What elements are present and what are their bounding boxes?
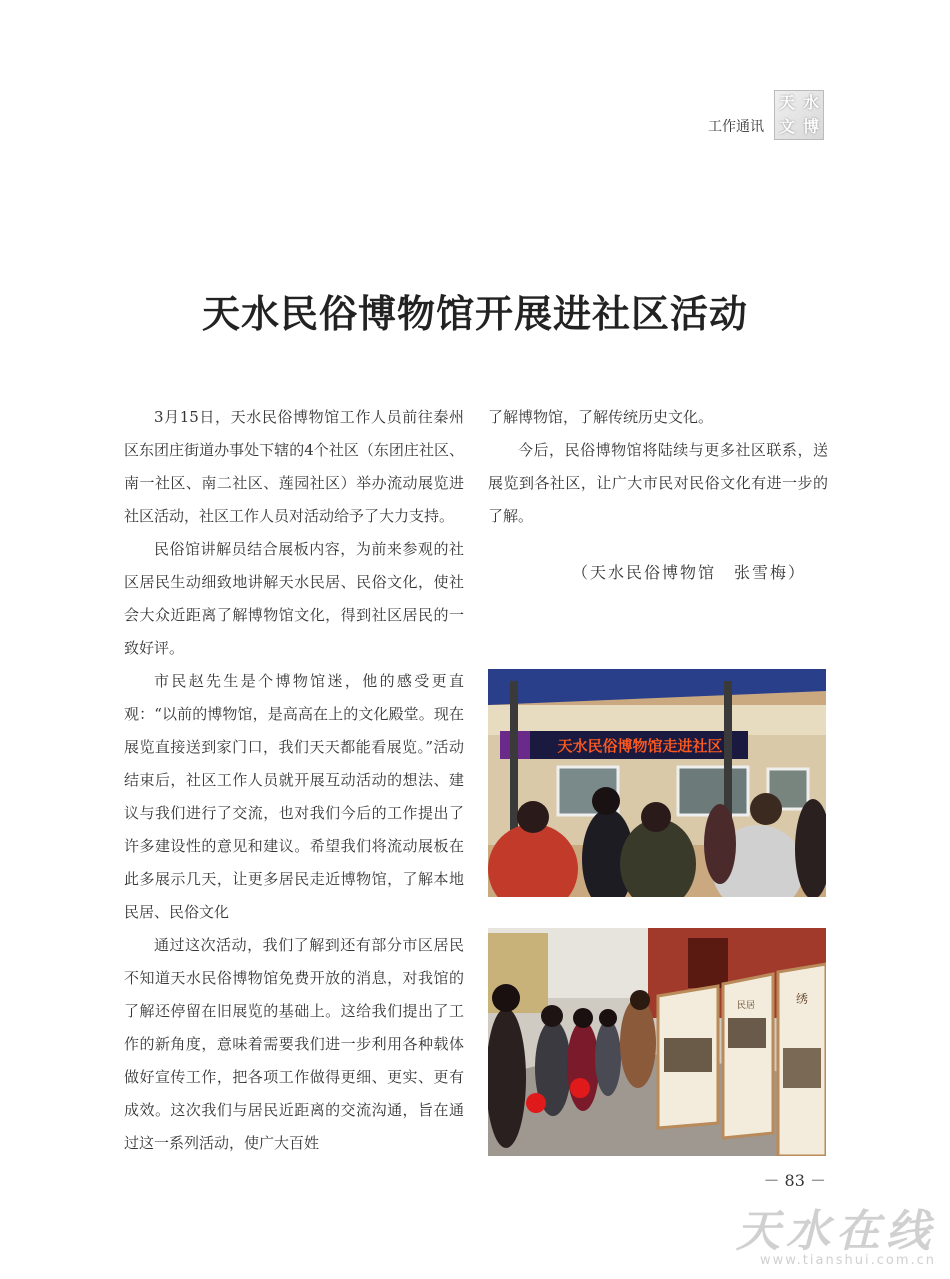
red-toy bbox=[570, 1078, 590, 1098]
site-watermark bbox=[736, 1195, 936, 1268]
logo-char: 文 bbox=[778, 117, 795, 136]
paragraph: 通过这次活动，我们了解到还有部分市区居民不知道天水民俗博物馆免费开放的消息，对我馆的了解还停留在旧展览的基础上。这给我们提出了工作的新角度，意味着需要我们进一步利用各种载体做好宣传工作，把各项工作做得更细、更实、更有成效。这次我们与居民近距离的交流沟通，旨在通过这一系列活动，使广大百姓 bbox=[124, 936, 464, 1152]
paragraph-continuation: 了解博物馆，了解传统历史文化。 bbox=[488, 408, 714, 426]
page-header bbox=[708, 90, 824, 140]
watermark-url: www.tianshui.com.cn bbox=[759, 1253, 936, 1268]
board-title: 绣 bbox=[795, 992, 809, 1006]
article-right-column bbox=[488, 401, 828, 533]
board-title: 民居 bbox=[736, 1001, 756, 1011]
logo-char: 天 bbox=[778, 93, 795, 112]
red-toy bbox=[526, 1093, 546, 1113]
section-label: 工作通讯 bbox=[708, 119, 764, 135]
photo-residents-viewing-boards bbox=[488, 928, 826, 1156]
tianshui-wenbo-logo bbox=[774, 90, 824, 140]
page-number: － 83 － bbox=[763, 1171, 826, 1190]
exhibition-board bbox=[723, 974, 773, 1138]
logo-char: 博 bbox=[802, 117, 819, 136]
paragraph: 市民赵先生是个博物馆迷，他的感受更直观：“以前的博物馆，是高高在上的文化殿堂。现在展览直接送到家门口，我们天天都能看展览。”活动结束后，社区工作人员就开展互动活动的想法、建议与我们进行了交流，也对我们今后的工作提出了许多建设性的意见和建议。希望我们将流动展板在此多展示几天，让更多居民走近博物馆，了解本地民居、民俗文化 bbox=[124, 672, 464, 921]
paragraph: 今后，民俗博物馆将陆续与更多社区联系，送展览到各社区，让广大市民对民俗文化有进一步的了解。 bbox=[488, 441, 828, 525]
paragraph: 民俗馆讲解员结合展板内容，为前来参观的社区居民生动细致地讲解天水民居、民俗文化，使社会大众近距离了解博物馆文化，得到社区居民的一致好评。 bbox=[124, 540, 464, 657]
led-banner-text: 天水民俗博物馆走进社区 bbox=[557, 737, 723, 755]
photo-community-exhibition-entrance bbox=[488, 669, 826, 897]
photo2-illustration bbox=[488, 928, 826, 1156]
author-signature: （天水民俗博物馆 张雪梅） bbox=[571, 563, 806, 582]
watermark-logo-text: 天水在线 bbox=[736, 1206, 936, 1257]
paragraph: 3月15日，天水民俗博物馆工作人员前往秦州区东团庄街道办事处下辖的4个社区（东团庄社区、南一社区、南二社区、莲园社区）举办流动展览进社区活动，社区工作人员对活动给予了大力支持。 bbox=[124, 408, 464, 525]
article-title: 天水民俗博物馆开展进社区活动 bbox=[201, 291, 748, 336]
article-left-column bbox=[124, 401, 464, 1160]
logo-char: 水 bbox=[802, 93, 819, 112]
photo1-illustration bbox=[488, 669, 826, 897]
guide-person bbox=[620, 998, 656, 1088]
